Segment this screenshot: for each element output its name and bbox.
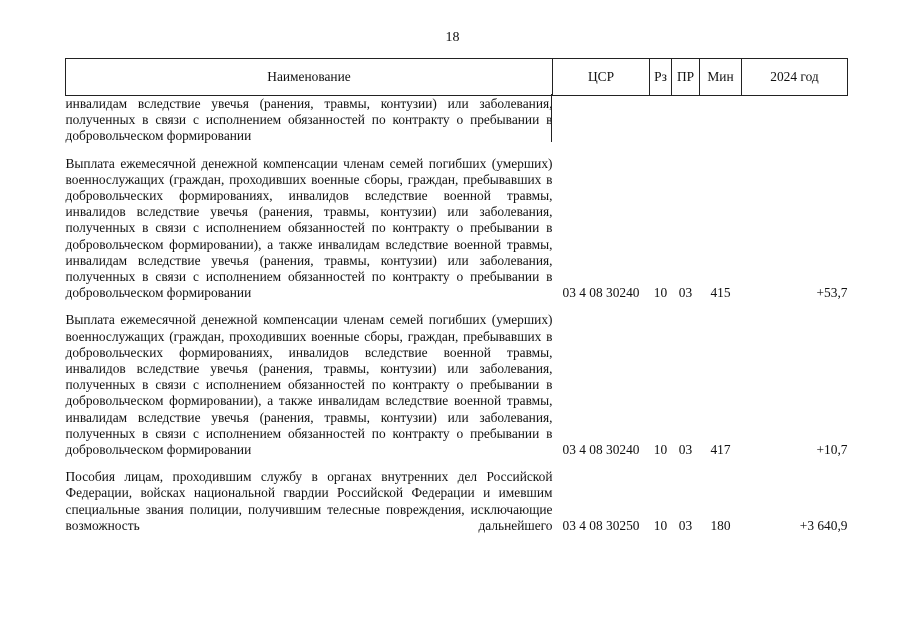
row-name: инвалидам вследствие увечья (ранения, травмы, контузии) или заболевания, полученных в связи с исполнением обязанностей по контракту о пребывании в добровольческом формировании [65, 96, 553, 144]
row-name: Пособия лицам, проходившим службу в органах внутренних дел Российской Федерации, войсках национальной гвардии Российской Федерации и имевшим специальные звания полиции, получившим телесные повреждения, исключающие возможность дальнейшего [65, 469, 553, 533]
row-rz: 10 [653, 442, 668, 458]
row-pr: 03 [678, 517, 693, 533]
header-name: Наименование [66, 59, 553, 96]
row-csr: 03 4 08 30240 [562, 285, 640, 301]
row-amount: +10,7 [816, 442, 848, 458]
row-min: 415 [710, 285, 731, 301]
table-row [66, 458, 848, 534]
column-divider [551, 94, 552, 142]
row-rz: 10 [653, 517, 668, 533]
row-csr [553, 96, 650, 145]
header-pr: ПР [672, 59, 700, 96]
row-min: 417 [710, 442, 731, 458]
row-rz: 10 [653, 285, 668, 301]
row-amount: +53,7 [816, 285, 848, 301]
budget-table [65, 58, 848, 534]
table-row [66, 96, 848, 145]
row-amount [742, 96, 848, 145]
row-name: Выплата ежемесячной денежной компенсации членам семей погибших (умерших) военнослужащих (граждан, проходивших военные сборы, граждан, пребывавших в добровольческих формированиях, инвалидов вследствие военной травмы, инвалидов вследствие увечья (ранения, травмы, контузии) или заболевания, полученных в связи с исполнением обязанностей по контракту о пребывании в добровольческом формировании), а также инвалидам вследствие военной травмы, инвалидам вследствие увечья (ранения, травмы, контузии) или заболевания, полученных в связи с исполнением обязанностей по контракту о пребывании в добровольческом формировании [65, 155, 553, 301]
row-pr: 03 [678, 285, 693, 301]
table-header-row [66, 59, 848, 96]
row-pr [672, 96, 700, 145]
row-csr: 03 4 08 30240 [562, 442, 640, 458]
table-row [66, 145, 848, 302]
header-csr: ЦСР [553, 59, 650, 96]
row-rz [650, 96, 672, 145]
header-min: Мин [700, 59, 742, 96]
row-min: 180 [710, 517, 731, 533]
row-min [700, 96, 742, 145]
row-name: Выплата ежемесячной денежной компенсации членам семей погибших (умерших) военнослужащих (граждан, проходивших военные сборы, граждан, пребывавших в добровольческих формированиях, инвалидов вследствие военной травмы, инвалидов вследствие увечья (ранения, травмы, контузии) или заболевания, полученных в связи с исполнением обязанностей по контракту о пребывании в добровольческом формировании), а также инвалидам вследствие военной травмы, инвалидам вследствие увечья (ранения, травмы, контузии) или заболевания, полученных в связи с исполнением обязанностей по контракту о пребывании в добровольческом формировании [65, 312, 553, 458]
row-csr: 03 4 08 30250 [562, 517, 640, 533]
header-year: 2024 год [742, 59, 848, 96]
row-amount: +3 640,9 [799, 517, 848, 533]
header-rz: Рз [650, 59, 672, 96]
table-row [66, 301, 848, 458]
row-pr: 03 [678, 442, 693, 458]
page-number: 18 [445, 30, 460, 45]
